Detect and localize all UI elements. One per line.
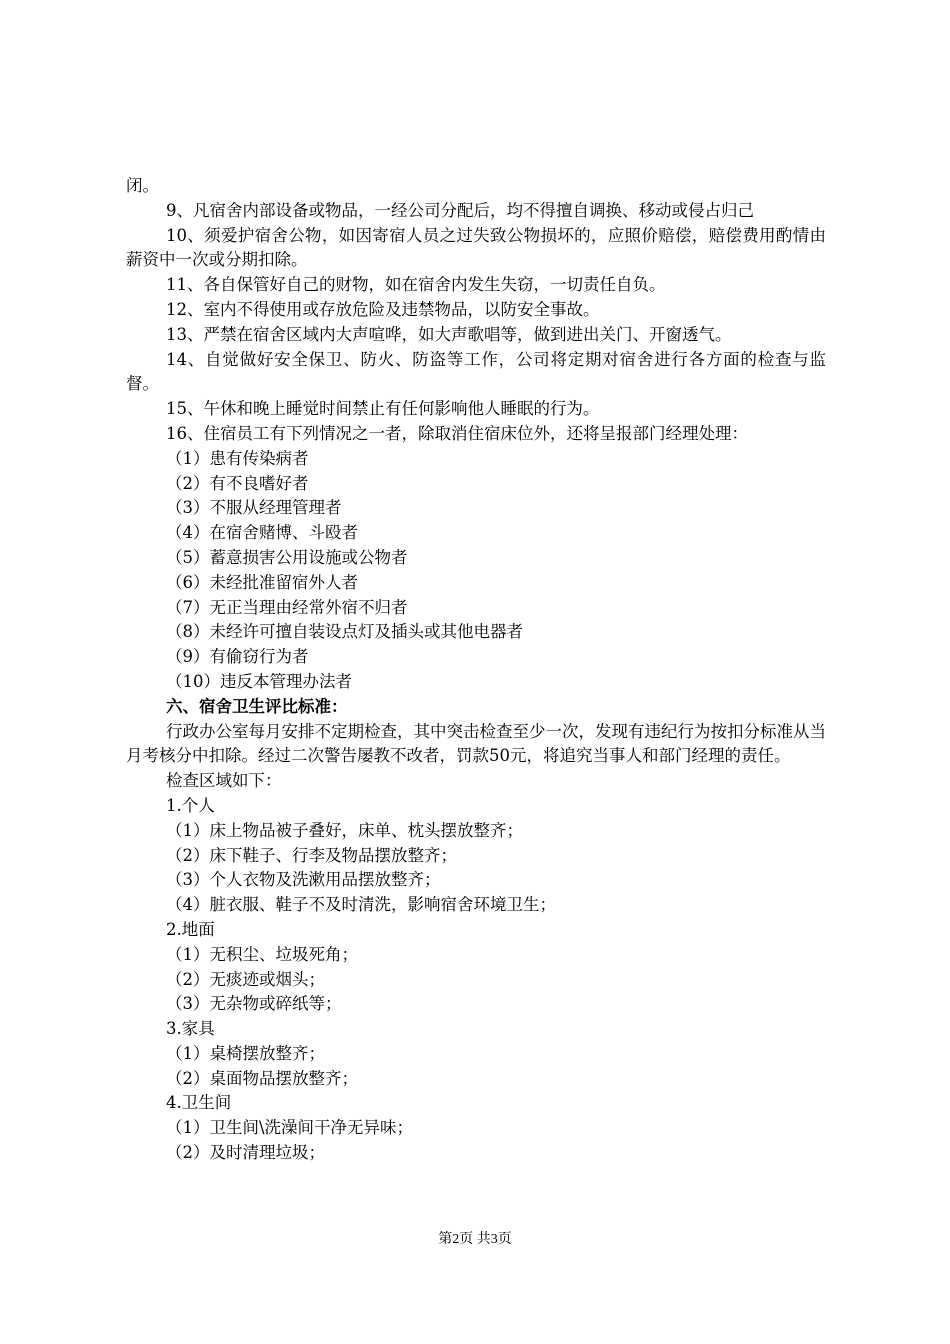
paragraph: （1）卫生间\洗澡间干净无异味； [166, 1118, 414, 1138]
paragraph: 2.地面 [166, 919, 215, 939]
paragraph: 10、须爱护宿舍公物，如因寄宿人员之过失致公物损坏的，应照价赔偿，赔偿费用酌情由薪资中一次或分期扣除。 [126, 225, 826, 270]
paragraph: 行政办公室每月安排不定期检查，其中突击检查至少一次，发现有违纪行为按扣分标准从当月考核分中扣除。经过二次警告屡教不改者，罚款50元，将追究当事人和部门经理的责任。 [126, 721, 826, 766]
paragraph: 3.家具 [166, 1019, 215, 1039]
paragraph: 4.卫生间 [166, 1093, 232, 1113]
paragraph: （2）及时清理垃圾； [166, 1143, 325, 1163]
paragraph: 1.个人 [166, 795, 215, 815]
paragraph: （10）违反本管理办法者 [166, 671, 352, 691]
paragraph: 15、午休和晚上睡觉时间禁止有任何影响他人睡眠的行为。 [166, 399, 600, 419]
paragraph: 检查区域如下： [166, 771, 282, 791]
section-heading: 六、宿舍卫生评比标准： [166, 696, 348, 716]
paragraph: （1）无积尘、垃圾死角； [166, 944, 358, 964]
paragraph: （1）床上物品被子叠好，床单、枕头摆放整齐； [166, 820, 523, 840]
page-footer: 第2页 共3页 [438, 1232, 512, 1247]
paragraph: （9）有偷窃行为者 [166, 647, 309, 667]
paragraph: （3）无杂物或碎纸等； [166, 994, 342, 1014]
paragraph: 13、严禁在宿舍区域内大声喧哗，如大声歌唱等，做到进出关门、开窗透气。 [166, 324, 732, 344]
paragraph: （5）蓄意损害公用设施或公物者 [166, 547, 408, 567]
paragraph: （3）不服从经理管理者 [166, 498, 342, 518]
paragraph: （6）未经批准留宿外人者 [166, 572, 358, 592]
paragraph: 11、各自保管好自己的财物，如在宿舍内发生失窃，一切责任自负。 [166, 275, 666, 295]
paragraph: （2）无痰迹或烟头； [166, 969, 325, 989]
paragraph: （1）桌椅摆放整齐； [166, 1043, 325, 1063]
paragraph: （4）脏衣服、鞋子不及时清洗，影响宿舍环境卫生； [166, 895, 556, 915]
paragraph: （1）患有传染病者 [166, 448, 309, 468]
paragraph: （4）在宿舍赌博、斗殴者 [166, 523, 358, 543]
paragraph: 闭。 [126, 176, 159, 195]
paragraph: （8）未经许可擅自装设点灯及插头或其他电器者 [166, 622, 523, 642]
paragraph: （7）无正当理由经常外宿不归者 [166, 597, 408, 617]
paragraph: （3）个人衣物及洗漱用品摆放整齐； [166, 870, 441, 890]
paragraph: 12、室内不得使用或存放危险及违禁物品，以防安全事故。 [166, 299, 600, 319]
document-body [126, 174, 826, 1166]
paragraph: 14、自觉做好安全保卫、防火、防盗等工作，公司将定期对宿舍进行各方面的检查与监督。 [126, 349, 826, 394]
paragraph: （2）桌面物品摆放整齐； [166, 1068, 358, 1088]
paragraph: （2）床下鞋子、行李及物品摆放整齐； [166, 845, 457, 865]
paragraph: 9、凡宿舍内部设备或物品，一经公司分配后，均不得擅自调换、移动或侵占归己 [166, 200, 754, 220]
paragraph: （2）有不良嗜好者 [166, 473, 309, 493]
paragraph: 16、住宿员工有下列情况之一者，除取消住宿床位外，还将呈报部门经理处理： [166, 423, 748, 443]
